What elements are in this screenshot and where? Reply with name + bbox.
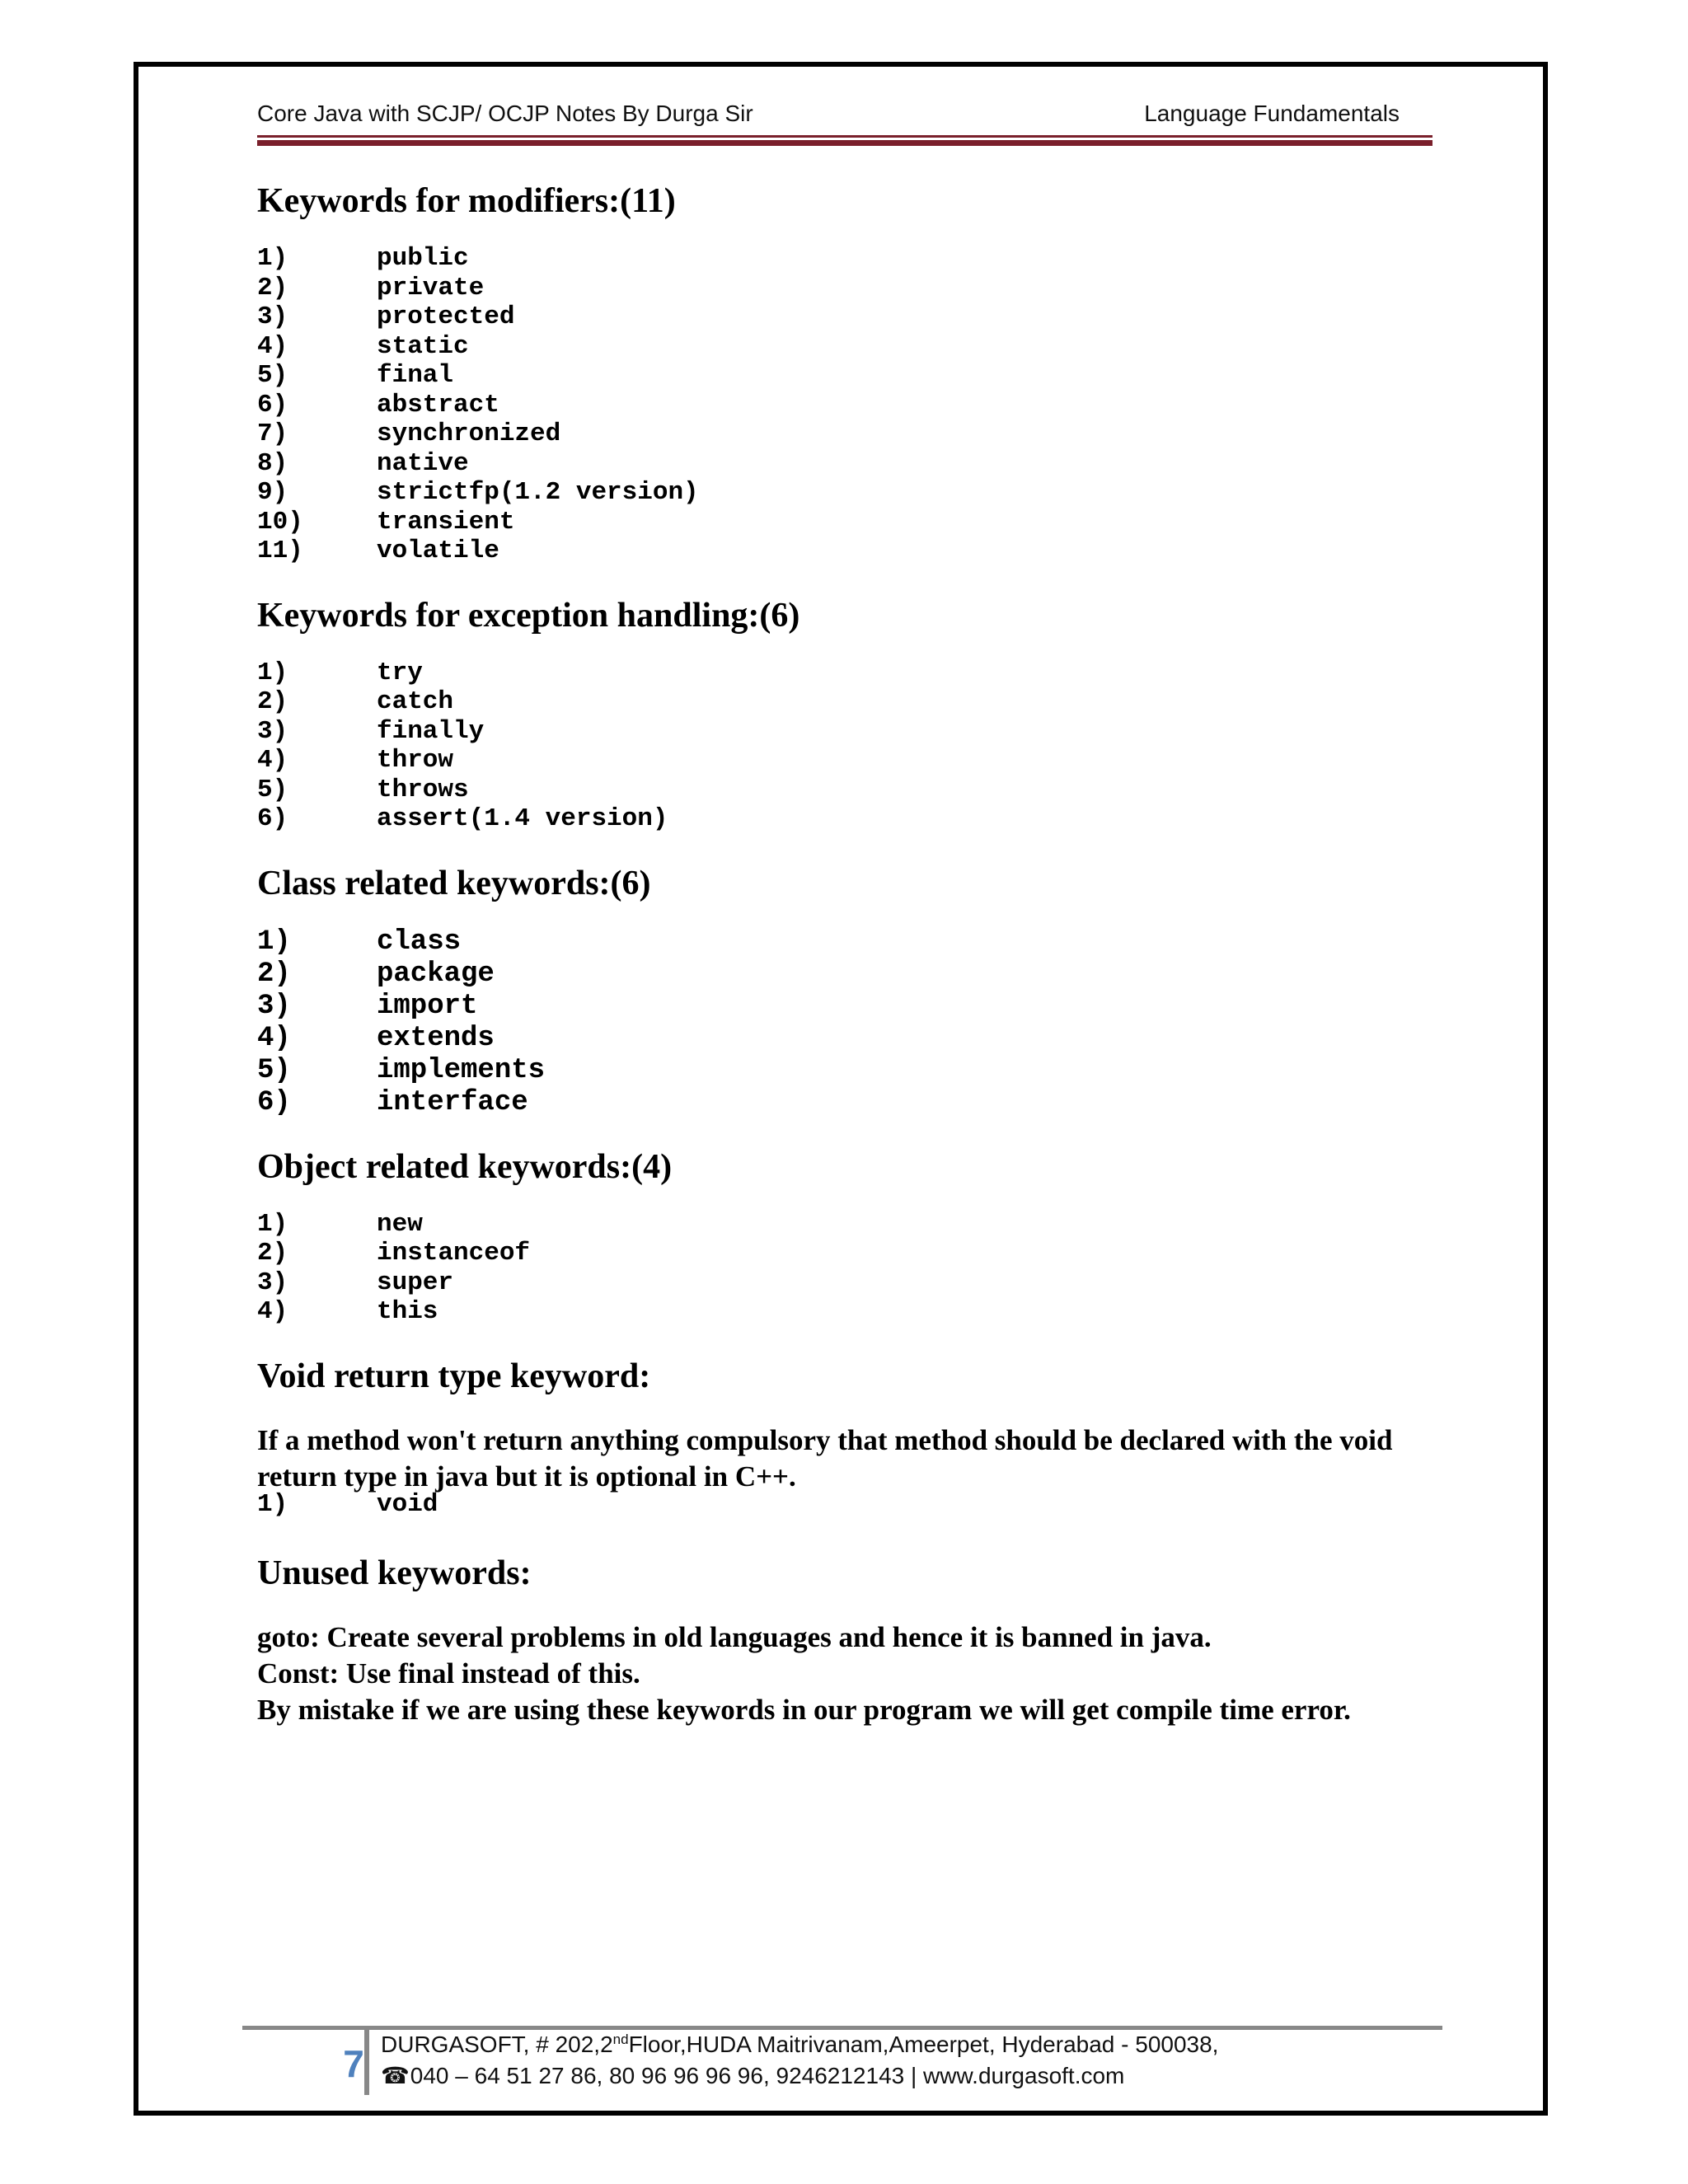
list-item: [257, 687, 1444, 717]
list-item: [257, 1490, 1444, 1520]
list-item: [257, 658, 1444, 688]
list-item-number: 3): [257, 716, 288, 746]
keyword-text: throws: [377, 775, 469, 804]
list-item: [257, 804, 1444, 834]
keyword-text: super: [377, 1268, 454, 1297]
keyword-text: strictfp(1.2 version): [377, 478, 699, 507]
keyword-text: public: [377, 244, 469, 273]
list-item-number: 5): [257, 361, 288, 390]
address-part: Floor,HUDA Maitrivanam,Ameerpet, Hyderabad - 500038,: [628, 2032, 1219, 2057]
list-item-number: 7): [257, 419, 288, 448]
keyword-text: transient: [377, 507, 515, 537]
list-item-number: 5): [257, 1054, 291, 1086]
list-item-number: 5): [257, 775, 288, 804]
list-item-number: 3): [257, 302, 288, 331]
list-item: [257, 391, 1444, 420]
keyword-text: this: [377, 1297, 438, 1326]
keyword-text: static: [377, 331, 469, 361]
keyword-text: implements: [377, 1054, 546, 1086]
list-item: [257, 508, 1444, 537]
list-item-number: 6): [257, 1086, 291, 1118]
list-item: [257, 537, 1444, 566]
list-item: [257, 361, 1444, 391]
keyword-text: throw: [377, 746, 454, 775]
keyword-text: import: [377, 990, 478, 1022]
list-item: [257, 1055, 1444, 1087]
list-item: [257, 1087, 1444, 1119]
list-item-number: 11): [257, 537, 303, 565]
list-item: [257, 991, 1444, 1023]
unused-goto-line: goto: Create several problems in old languages and hence it is banned in java.: [257, 1621, 1212, 1653]
list-item-number: 1): [257, 1209, 288, 1239]
list-item-number: 1): [257, 658, 288, 687]
list-item: [257, 449, 1444, 479]
list-item-number: 4): [257, 331, 288, 361]
void-description: If a method won't return anything compulsory that method should be declared with the void return type in java but it is optional in C++.: [257, 1423, 1393, 1493]
keyword-text: final: [377, 361, 454, 390]
section-heading-exception: Keywords for exception handling:(6): [257, 596, 800, 635]
list-item: [257, 1210, 1444, 1240]
keyword-text: extends: [377, 1022, 495, 1054]
keyword-text: synchronized: [377, 419, 561, 448]
header-book-title: Core Java with SCJP/ OCJP Notes By Durga Sir: [257, 101, 753, 126]
keyword-text: catch: [377, 687, 454, 716]
unused-mistake-line: By mistake if we are using these keywords in our program we will get compile time error.: [257, 1694, 1351, 1726]
section-heading-void: Void return type keyword:: [257, 1357, 651, 1395]
list-item: [257, 746, 1444, 776]
keyword-text: void: [377, 1489, 438, 1519]
list-item: [257, 926, 1444, 958]
footer-contact: [381, 2060, 1218, 2092]
keyword-text: assert(1.4 version): [377, 804, 668, 833]
list-item: [257, 274, 1444, 303]
unused-const-line: Const: Use final instead of this.: [257, 1657, 640, 1690]
list-item: [257, 478, 1444, 508]
footer-divider: [364, 2026, 369, 2095]
address-part: DURGASOFT, # 202,2: [381, 2032, 613, 2057]
list-item-number: 2): [257, 958, 291, 990]
section-heading-unused: Unused keywords:: [257, 1554, 532, 1592]
list-item-number: 3): [257, 1268, 288, 1297]
exception-list: [257, 658, 1444, 834]
footer-address: [381, 2029, 1218, 2060]
section-heading-class-related: Class related keywords:(6): [257, 864, 651, 902]
page-footer: [242, 2021, 1442, 2095]
list-item: [257, 717, 1444, 747]
list-item-number: 1): [257, 244, 288, 273]
page-content: [257, 180, 1444, 1728]
keyword-text: volatile: [377, 537, 499, 565]
modifiers-list: [257, 244, 1444, 566]
keyword-text: private: [377, 273, 485, 302]
list-item: [257, 302, 1444, 332]
list-item-number: 4): [257, 1297, 288, 1326]
list-item-number: 9): [257, 478, 288, 507]
list-item-number: 1): [257, 926, 291, 958]
keyword-text: new: [377, 1209, 423, 1239]
keyword-text: abstract: [377, 390, 499, 419]
list-item-number: 10): [257, 507, 303, 537]
keyword-text: try: [377, 658, 423, 687]
list-item-number: 3): [257, 990, 291, 1022]
list-item: [257, 776, 1444, 805]
list-item-number: 8): [257, 448, 288, 478]
page-header: [257, 97, 1432, 147]
class-related-list: [257, 926, 1444, 1119]
list-item-number: 4): [257, 746, 288, 775]
keyword-text: package: [377, 958, 495, 990]
section-heading-object-related: Object related keywords:(4): [257, 1147, 673, 1186]
list-item-number: 4): [257, 1022, 291, 1054]
keyword-text: native: [377, 448, 469, 478]
keyword-text: class: [377, 926, 462, 958]
header-rule: [257, 135, 1432, 138]
list-item-number: 1): [257, 1489, 288, 1519]
contact-numbers-and-website: 040 – 64 51 27 86, 80 96 96 96 96, 9246212143 | www.durgasoft.com: [410, 2063, 1125, 2088]
list-item-number: 6): [257, 390, 288, 419]
keyword-text: interface: [377, 1086, 528, 1118]
list-item: [257, 1268, 1444, 1298]
list-item-number: 6): [257, 804, 288, 833]
address-superscript: nd: [612, 2032, 629, 2047]
keyword-text: finally: [377, 716, 485, 746]
list-item-number: 2): [257, 273, 288, 302]
list-item-number: 2): [257, 687, 288, 716]
footer-address-block: [381, 2029, 1218, 2092]
page-number: 7: [343, 2042, 364, 2085]
header-rule-thick: [257, 140, 1432, 146]
list-item: [257, 958, 1444, 991]
keyword-text: protected: [377, 302, 515, 331]
list-item: [257, 419, 1444, 449]
list-item: [257, 332, 1444, 362]
list-item: [257, 1297, 1444, 1327]
list-item-number: 2): [257, 1239, 288, 1268]
void-list: [257, 1490, 1444, 1520]
list-item: [257, 1239, 1444, 1268]
header-chapter-title: Language Fundamentals: [1144, 101, 1400, 126]
object-related-list: [257, 1210, 1444, 1327]
list-item: [257, 244, 1444, 274]
keyword-text: instanceof: [377, 1239, 531, 1268]
telephone-icon: ☎: [381, 2063, 410, 2088]
list-item: [257, 1023, 1444, 1055]
section-heading-modifiers: Keywords for modifiers:(11): [257, 182, 676, 220]
